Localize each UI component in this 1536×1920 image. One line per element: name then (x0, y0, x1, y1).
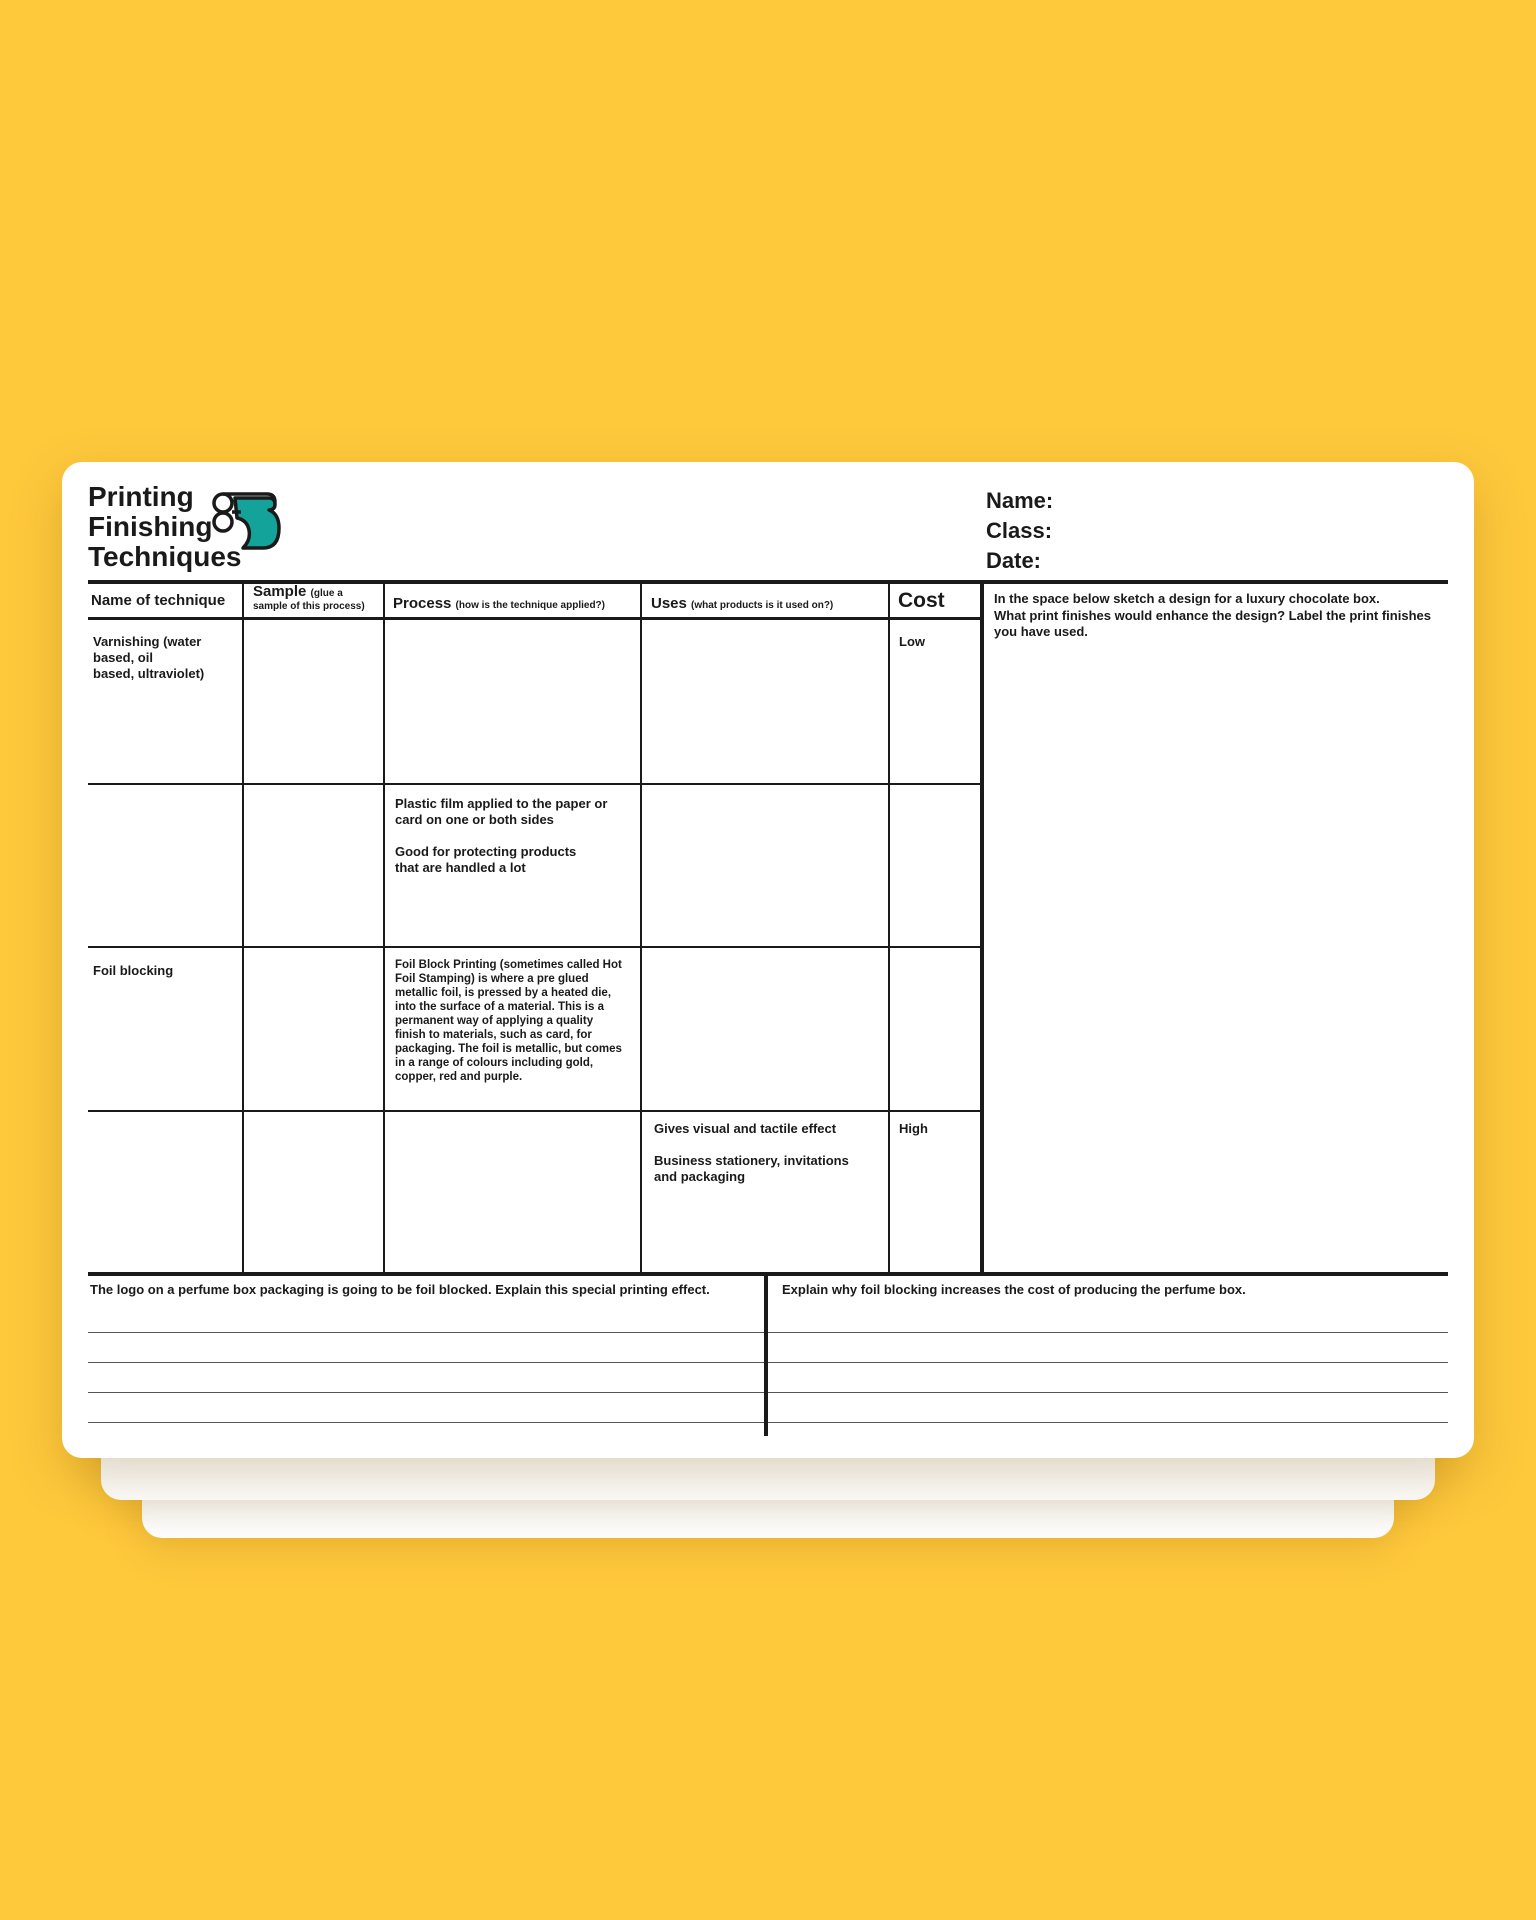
row1-cost: Low (899, 634, 925, 649)
answer-line (768, 1422, 1448, 1423)
row2-sample-area[interactable] (244, 785, 383, 946)
title-line-2: Finishing (88, 511, 213, 542)
header-uses: Uses (what products is it used on?) (651, 595, 834, 612)
table-col-line (888, 582, 890, 1274)
row1-sample-area[interactable] (244, 620, 383, 783)
question-foil-cost: Explain why foil blocking increases the cost of producing the perfume box. (782, 1282, 1246, 1297)
header-sample: Sample (glue a sample of this process) (253, 583, 365, 612)
answer-line (88, 1422, 764, 1423)
table-row-line (88, 783, 982, 785)
table-row-line (88, 1110, 982, 1112)
answer-line (768, 1392, 1448, 1393)
title-line-3: Techniques (88, 541, 242, 572)
row4-cost: High (899, 1121, 928, 1136)
row3-technique-name: Foil blocking (93, 963, 174, 978)
date-field-label[interactable]: Date: (986, 548, 1042, 573)
name-field-label[interactable]: Name: (986, 488, 1054, 513)
table-col-line (980, 582, 982, 618)
answer-area-left[interactable] (88, 1302, 764, 1432)
question-foil-effect: The logo on a perfume box packaging is going to be foil blocked. Explain this special printing effect. (90, 1282, 710, 1297)
sketch-area[interactable] (984, 652, 1446, 1270)
row3-sample-area[interactable] (244, 948, 383, 1110)
row4-uses: Gives visual and tactile effect Business stationery, invitations and packaging (654, 1121, 849, 1184)
table-header-rule (88, 617, 982, 620)
table-col-line (383, 582, 385, 1274)
worksheet-sheet (62, 462, 1474, 1458)
print-roller-icon (205, 490, 281, 552)
answer-line (88, 1332, 764, 1333)
row3-process: Foil Block Printing (sometimes called Hot Foil Stamping) is where a pre glued metallic foil, is pressed by a heated die, into the surface of a material. This is a permanent way of applying a quality finish to materials, such as card, for packaging. The foil is metallic, but comes in a range of colours including gold, copper, red and purple. (395, 959, 622, 1083)
answer-area-right[interactable] (768, 1302, 1448, 1432)
sketch-prompt: In the space below sketch a design for a luxury chocolate box. What print finishes would enhance the design? Label the print finishes you have used. (994, 591, 1431, 639)
header-cost: Cost (898, 589, 945, 612)
student-info-fields (986, 486, 1053, 576)
class-field-label[interactable]: Class: (986, 518, 1053, 543)
answer-line (88, 1392, 764, 1393)
answer-line (768, 1362, 1448, 1363)
row2-process: Plastic film applied to the paper or card on one or both sides Good for protecting products that are handled a lot (395, 796, 608, 875)
answer-line (768, 1332, 1448, 1333)
table-col-line (640, 582, 642, 1274)
answer-line (88, 1362, 764, 1363)
header-name-of-technique: Name of technique (91, 592, 226, 609)
bottom-section-rule (88, 1272, 1448, 1276)
row1-technique-name: Varnishing (water based, oil based, ultraviolet) (93, 634, 205, 681)
table-row-line (88, 946, 982, 948)
header-process: Process (how is the technique applied?) (393, 595, 605, 612)
row4-sample-area[interactable] (244, 1112, 383, 1272)
title-line-1: Printing (88, 481, 194, 512)
